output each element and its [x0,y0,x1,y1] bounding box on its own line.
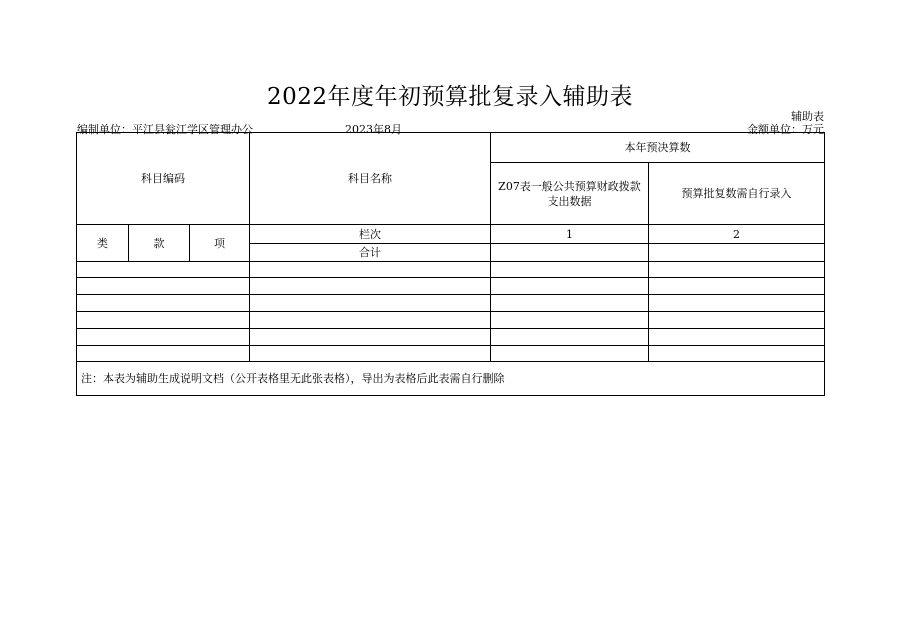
table-tag: 辅助表 [791,110,824,123]
table-cell [250,346,491,362]
table-cell [491,278,649,295]
header-budget-group: 本年预决算数 [491,133,825,163]
page-title: 2022年度年初预算批复录入辅助表 [266,84,634,110]
header-class: 类 [77,225,129,262]
amount-unit: 金额单位：万元 [747,123,824,136]
total-label: 合计 [250,244,491,262]
table-note: 注：本表为辅助生成说明文档（公开表格里无此张表格），导出为表格后此表需自行删除 [77,362,825,396]
table-cell [491,346,649,362]
table-cell [491,312,649,329]
row-index-2: 2 [649,225,825,244]
table-row [77,278,250,295]
table-cell [250,262,491,278]
table-row [77,312,250,329]
table-cell [250,312,491,329]
table-cell [250,329,491,346]
table-cell [649,346,825,362]
table-cell [649,312,825,329]
row-index-1: 1 [491,225,649,244]
header-item: 项 [190,225,250,262]
table-cell [491,262,649,278]
total-value-1 [491,244,649,262]
table-cell [649,295,825,312]
table-row [77,295,250,312]
budget-table [76,132,825,396]
table-cell [649,278,825,295]
table-cell [649,329,825,346]
table-cell [491,329,649,346]
total-value-2 [649,244,825,262]
row-index-label: 栏次 [250,225,491,244]
header-section: 款 [129,225,190,262]
table-cell [250,295,491,312]
table-row [77,346,250,362]
table-cell [649,262,825,278]
table-cell [250,278,491,295]
table-row [77,329,250,346]
header-subject-code: 科目编码 [77,133,250,225]
table-cell [491,295,649,312]
table-row [77,262,250,278]
header-subject-name: 科目名称 [250,133,491,225]
compiling-unit: 编制单位：平江县瓮江学区管理办公 [77,123,253,136]
report-date: 2023年8月 [345,123,402,136]
header-manual-entry: 预算批复数需自行录入 [649,163,825,225]
header-z07-data: Z07表一般公共预算财政拨款支出数据 [491,163,649,225]
